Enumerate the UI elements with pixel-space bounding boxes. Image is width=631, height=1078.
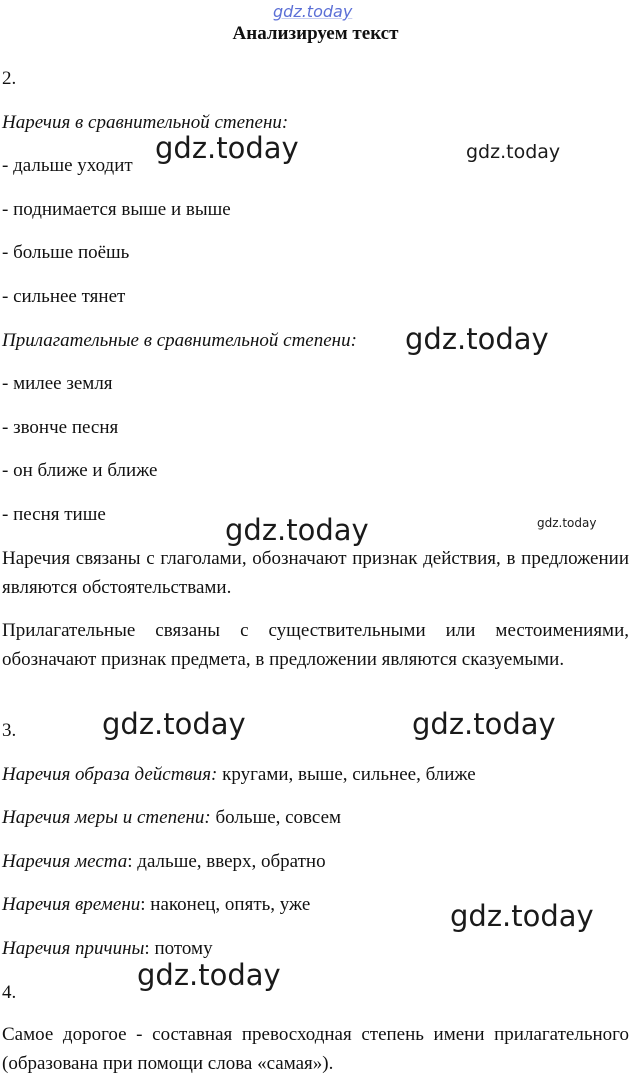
adjective-item: - звонче песня xyxy=(2,417,119,438)
adverb-category xyxy=(2,764,476,786)
adverb-category-label: Наречия места xyxy=(2,851,128,872)
watermark: gdz.today xyxy=(466,141,561,163)
watermark: gdz.today xyxy=(412,707,556,741)
adverb-category xyxy=(2,894,310,916)
adjective-item: - милее земля xyxy=(2,373,113,394)
paragraph-superlative: Самое дорогое - составная превосходная степень имени прилагательного (образована при помощи слова «самая»). xyxy=(2,1024,629,1074)
section-4-number: 4. xyxy=(2,982,17,1003)
adverb-category-label: Наречия времени xyxy=(2,894,141,915)
watermark: gdz.today xyxy=(405,322,549,356)
watermark: gdz.today xyxy=(450,899,594,933)
adverb-category xyxy=(2,807,341,829)
adverb-category-value: кругами, выше, сильнее, ближе xyxy=(217,764,476,785)
adjectives-heading: Прилагательные в сравнительной степени: xyxy=(2,330,357,351)
adverb-category-value: : дальше, вверх, обратно xyxy=(127,851,326,872)
section-2-number: 2. xyxy=(2,68,17,89)
adjective-item: - песня тише xyxy=(2,504,106,525)
watermark-top: gdz.today xyxy=(273,2,353,21)
adverb-category-value: : потому xyxy=(144,938,213,959)
paragraph-adjectives: Прилагательные связаны с существительными или местоимениями, обозначают признак предмета, в предложении являются сказуемыми. xyxy=(2,620,629,670)
watermark: gdz.today xyxy=(155,131,299,165)
watermark: gdz.today xyxy=(102,707,246,741)
adverbs-heading: Наречия в сравнительной степени: xyxy=(2,112,289,133)
adverb-item: - дальше уходит xyxy=(2,155,133,176)
adverb-item: - больше поёшь xyxy=(2,242,130,263)
adverb-category xyxy=(2,938,213,960)
adverb-category-value: : наконец, опять, уже xyxy=(140,894,311,915)
adjective-item: - он ближе и ближе xyxy=(2,460,158,481)
adverb-category-label: Наречия меры и степени: xyxy=(2,807,211,828)
adverb-item: - поднимается выше и выше xyxy=(2,199,231,220)
adverb-category xyxy=(2,851,326,873)
adverb-item: - сильнее тянет xyxy=(2,286,126,307)
page-title: Анализируем текст xyxy=(232,23,399,44)
section-3-number: 3. xyxy=(2,720,17,741)
adverb-category-label: Наречия образа действия: xyxy=(2,764,218,785)
watermark: gdz.today xyxy=(137,958,281,992)
adverb-category-value: больше, совсем xyxy=(210,807,342,828)
paragraph-adverbs: Наречия связаны с глаголами, обозначают признак действия, в предложении являются обстоятельствами. xyxy=(2,548,629,598)
watermark: gdz.today xyxy=(225,513,369,547)
watermark: gdz.today xyxy=(537,516,597,530)
adverb-category-label: Наречия причины xyxy=(2,938,145,959)
